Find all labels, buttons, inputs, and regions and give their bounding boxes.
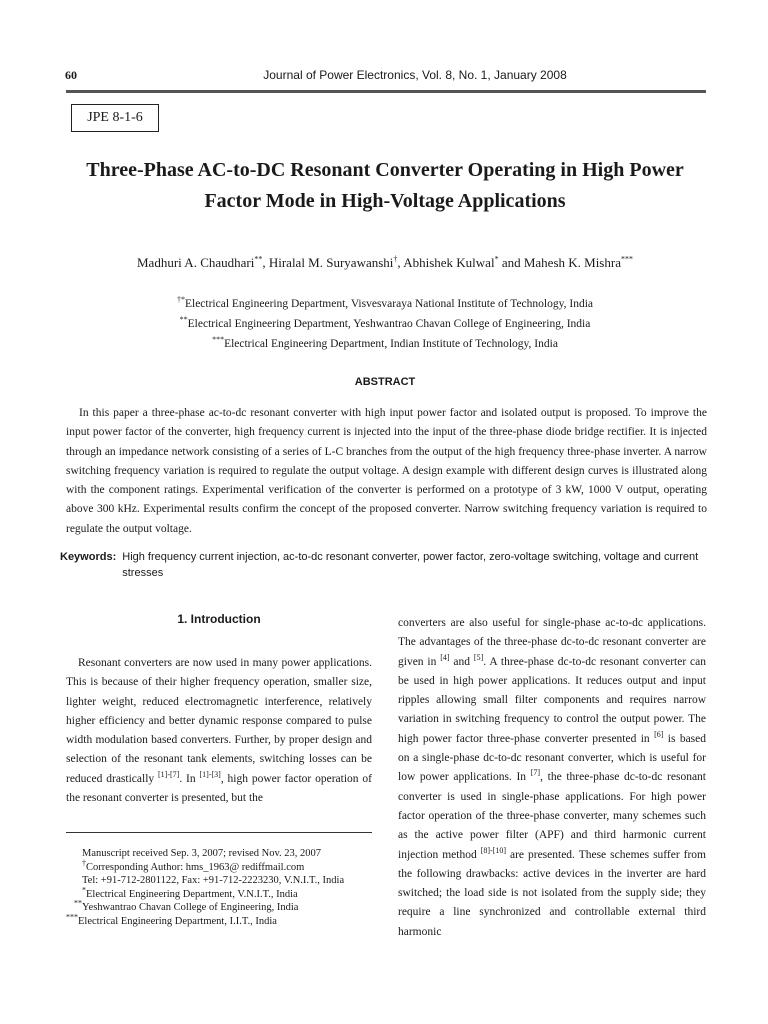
affiliation xyxy=(60,334,710,354)
author-list xyxy=(60,255,710,271)
intro-paragraph: Resonant converters are now used in many power applications. This is because of their higher frequency operation, smaller size, lighter weight, reduced electromagnetic interference, relatively higher efficiency and better dynamic response compared to pulse width modulation based converters. Further, by proper design and selection of the resonant tank elements, switching losses can be reduced drastically [1]-[7]. In [1]-[3], high power factor operation of the resonant converter is presented, but the xyxy=(66,657,372,805)
affiliation-text: Electrical Engineering Department, Indian Institute of Technology, India xyxy=(224,338,558,350)
affiliation-list xyxy=(60,294,710,354)
abstract-heading: ABSTRACT xyxy=(354,376,416,388)
intro-paragraph-continued: converters are also useful for single-phase ac-to-dc applications. The advantages of the three-phase dc-to-dc resonant converter are given in [4] and [5]. A three-phase dc-to-dc resonant converter can be used in high power applications. It reduces output and input ripples allowing small filter components and requires narrow variation in switching frequency to control the output power. The high power factor three-phase converter presented in [6] is based on a single-phase dc-to-dc resonant converter, which is useful for low power applications. In [7], the three-phase dc-to-dc resonant converter is used in single-phase applications. For high power factor operation of the three-phase converter, many schemes such as the active power filter (APF) and third harmonic current injection method [8]-[10] are presented. These schemes suffer from the following drawbacks: active devices in the inverter are hard switched; the load side is not isolated from the supply side; they require a line synchronized and controllable external third harmonic xyxy=(398,617,707,938)
footnote-affiliation: **Yeshwantrao Chavan College of Engineering, India xyxy=(74,898,299,913)
left-column xyxy=(66,612,372,808)
header-rule xyxy=(66,90,706,93)
section-heading: 1. Introduction xyxy=(177,612,261,626)
citation: [1]-[7] xyxy=(158,769,180,779)
title-line-2: Factor Mode in High-Voltage Applications xyxy=(204,190,566,212)
abstract-text: In this paper a three-phase ac-to-dc resonant converter with high input power factor and isolated output is proposed. To improve the input power factor of the converter, high frequency current is injected into the input of the three-phase diode bridge rectifier. It is injected through an impedance network consisting of a series of L-C branches from the output of the high frequency three-phase inverter. A narrow switching frequency variation is required to regulate the output voltage. A design example with different design curves is illustrated along with the component ratings. Experimental verification of the converter is performed on a prototype of 3 kW, 1000 V output, operating above 300 kHz. Experimental results confirm the concept of the proposed converter. Narrow switching frequency variation is required to regulate the output voltage. xyxy=(66,407,707,535)
keywords xyxy=(60,549,710,581)
affiliation-mark: †* xyxy=(176,295,185,305)
page-number: 60 xyxy=(65,68,77,82)
author-separator: , xyxy=(262,255,269,270)
keywords-label: Keywords: xyxy=(60,551,117,563)
affiliation xyxy=(60,314,710,334)
paper-id-box: JPE 8-1-6 xyxy=(71,104,159,132)
footnotes xyxy=(66,847,372,928)
citation: [5] xyxy=(473,652,484,662)
paper-title xyxy=(60,155,710,217)
affiliation-mark: ** xyxy=(179,315,188,325)
author-name: Abhishek Kulwal xyxy=(403,255,495,270)
author-separator: , xyxy=(397,255,404,270)
footnote-rule xyxy=(66,832,372,833)
affiliation-text: Electrical Engineering Department, Yeshwantrao Chavan College of Engineering, India xyxy=(187,318,591,330)
author-mark: ** xyxy=(254,254,263,264)
footnote-affiliation: ***Electrical Engineering Department, I.I.T., India xyxy=(66,912,277,927)
citation: [4] xyxy=(440,652,450,662)
citation: [6] xyxy=(654,729,664,739)
author-name: Hiralal M. Suryawanshi xyxy=(268,255,394,270)
footnote-affiliation: *Electrical Engineering Department, V.N.I.T., India xyxy=(82,885,298,900)
author-mark: *** xyxy=(620,254,633,264)
citation: [1]-[3] xyxy=(199,769,221,779)
citation: [7] xyxy=(530,768,541,778)
footnote-received: Manuscript received Sep. 3, 2007; revised Nov. 23, 2007 xyxy=(82,848,322,859)
affiliation-mark: *** xyxy=(212,335,225,345)
title-line-1: Three-Phase AC-to-DC Resonant Converter Operating in High Power xyxy=(86,159,684,181)
author-mark: * xyxy=(494,254,499,264)
author-separator: and xyxy=(498,255,524,270)
keywords-text: High frequency current injection, ac-to-dc resonant converter, power factor, zero-voltage switching, voltage and current stresses xyxy=(122,551,699,579)
author-mark: † xyxy=(393,254,398,264)
author-name: Madhuri A. Chaudhari xyxy=(137,255,255,270)
affiliation-text: Electrical Engineering Department, Visvesvaraya National Institute of Technology, India xyxy=(184,298,593,310)
right-column xyxy=(398,614,706,942)
citation: [8]-[10] xyxy=(480,845,507,855)
footnote-contact: Tel: +91-712-2801122, Fax: +91-712-2223230, V.N.I.T., India xyxy=(82,875,345,886)
footnote-corresponding: †Corresponding Author: hms_1963@ rediffmail.com xyxy=(82,858,305,873)
journal-header: Journal of Power Electronics, Vol. 8, No. 1, January 2008 xyxy=(263,68,567,82)
author-name: Mahesh K. Mishra xyxy=(523,255,621,270)
affiliation xyxy=(60,294,710,314)
